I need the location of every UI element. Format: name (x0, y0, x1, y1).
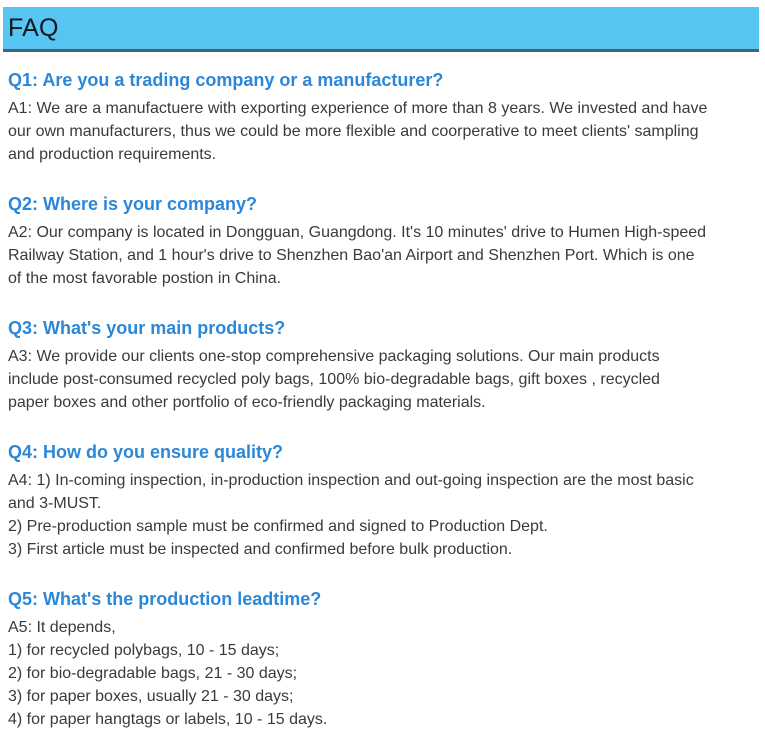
faq-answer-line: include post-consumed recycled poly bags, 100% bio-degradable bags, gift boxes , recycled (8, 371, 660, 388)
faq-header-bar (3, 7, 759, 52)
faq-answer-line: 1) for recycled polybags, 10 - 15 days; (8, 642, 280, 659)
faq-section-q4 (8, 440, 755, 561)
faq-answer-line: 3) First article must be inspected and confirmed before bulk production. (8, 541, 513, 558)
faq-answer-q5 (8, 616, 755, 731)
faq-question-q3: Q3: What's your main products? (8, 318, 286, 338)
faq-answer-line: 2) Pre-production sample must be confirmed and signed to Production Dept. (8, 518, 548, 535)
faq-answer-line: our own manufacturers, thus we could be more flexible and coorperative to meet clients' sampling (8, 123, 699, 140)
faq-section-q3 (8, 316, 755, 414)
faq-answer-line: A2: Our company is located in Dongguan, Guangdong. It's 10 minutes' drive to Humen High-speed (8, 224, 707, 241)
faq-section-q1 (8, 68, 755, 166)
faq-answer-line: 2) for bio-degradable bags, 21 - 30 days; (8, 665, 298, 682)
faq-answer-line: 3) for paper boxes, usually 21 - 30 days; (8, 688, 294, 705)
faq-answer-q2 (8, 221, 755, 290)
faq-answer-line: A1: We are a manufactuere with exporting experience of more than 8 years. We invested and have (8, 100, 708, 117)
faq-answer-line: and 3-MUST. (8, 495, 102, 512)
page-title: FAQ (8, 13, 59, 42)
faq-question-q1: Q1: Are you a trading company or a manufacturer? (8, 70, 444, 90)
faq-answer-line: Railway Station, and 1 hour's drive to Shenzhen Bao'an Airport and Shenzhen Port. Which is one (8, 247, 695, 264)
faq-question-q2: Q2: Where is your company? (8, 194, 258, 214)
faq-section-q2 (8, 192, 755, 290)
faq-answer-line: A4: 1) In-coming inspection, in-production inspection and out-going inspection are the most basic (8, 472, 694, 489)
faq-question-q5: Q5: What's the production leadtime? (8, 589, 322, 609)
faq-section-q5 (8, 587, 755, 731)
faq-answer-line: and production requirements. (8, 146, 217, 163)
faq-content (0, 52, 765, 749)
faq-answer-q4 (8, 469, 755, 561)
faq-answer-line: of the most favorable postion in China. (8, 270, 282, 287)
faq-answer-q3 (8, 345, 755, 414)
faq-question-q4: Q4: How do you ensure quality? (8, 442, 284, 462)
faq-answer-line: 4) for paper hangtags or labels, 10 - 15 days. (8, 711, 328, 728)
faq-answer-q1 (8, 97, 755, 166)
faq-answer-line: paper boxes and other portfolio of eco-friendly packaging materials. (8, 394, 486, 411)
faq-answer-line: A3: We provide our clients one-stop comprehensive packaging solutions. Our main products (8, 348, 660, 365)
faq-answer-line: A5: It depends, (8, 619, 116, 636)
